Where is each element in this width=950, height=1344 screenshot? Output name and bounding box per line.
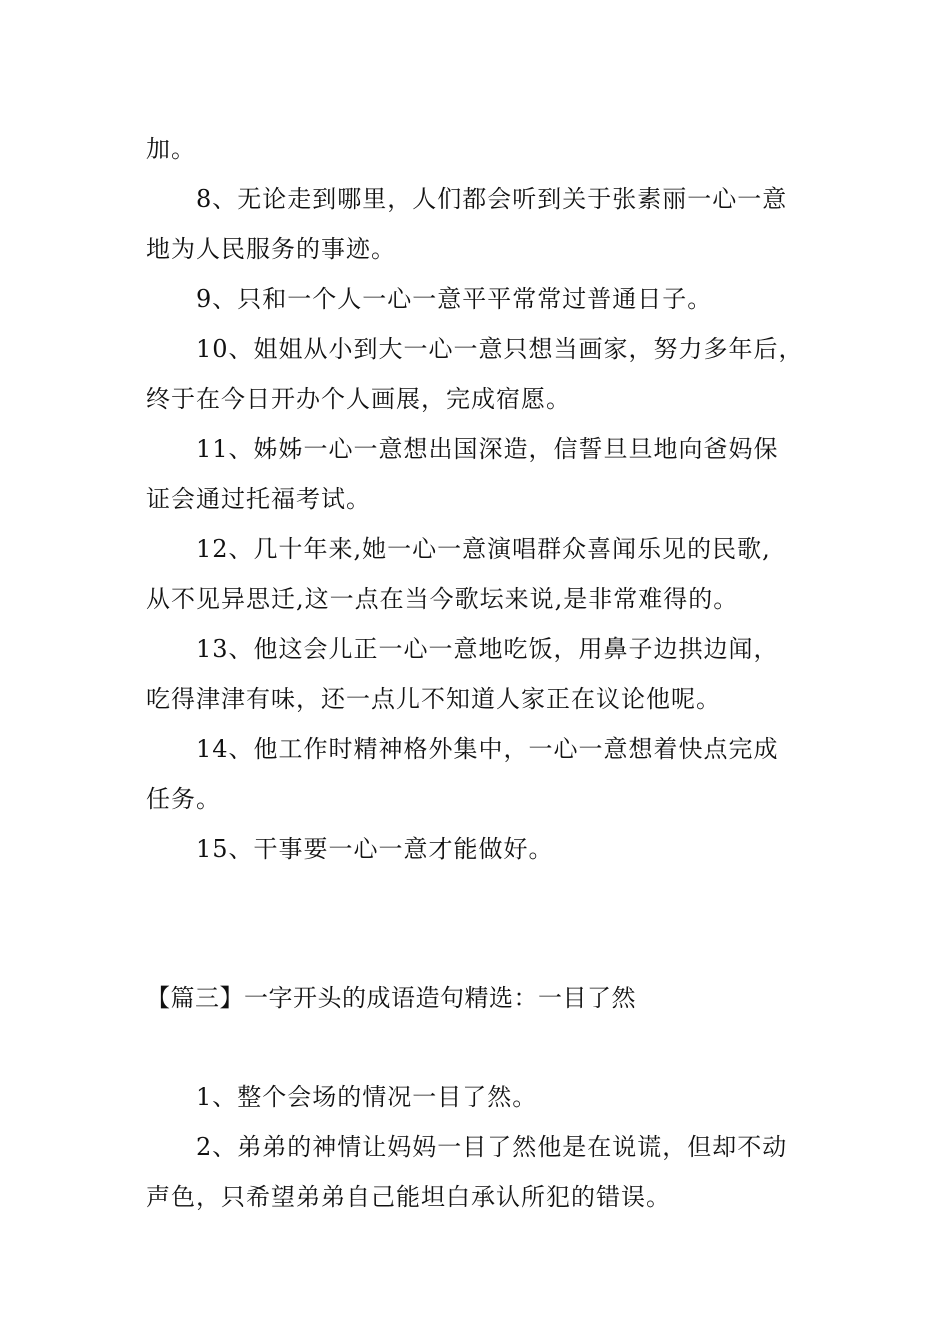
sentence-10-line-2: 终于在今日开办个人画展，完成宿愿。 (146, 385, 571, 413)
section-sentence-2-line-2: 声色，只希望弟弟自己能坦白承认所犯的错误。 (146, 1183, 671, 1211)
sentence-12-line-1: 12、几十年来,她一心一意演唱群众喜闻乐见的民歌, (196, 535, 771, 563)
sentence-14-line-1: 14、他工作时精神格外集中，一心一意想着快点完成 (196, 735, 779, 763)
sentence-12-line-2: 从不见异思迁,这一点在当今歌坛来说,是非常难得的。 (146, 585, 739, 613)
section-heading: 【篇三】一字开头的成语造句精选：一目了然 (146, 984, 636, 1012)
section-sentence-2-line-1: 2、弟弟的神情让妈妈一目了然他是在说谎，但却不动 (196, 1133, 788, 1161)
sentence-15: 15、干事要一心一意才能做好。 (196, 835, 554, 863)
sentence-11-line-1: 11、姊姊一心一意想出国深造，信誓旦旦地向爸妈保 (196, 435, 779, 463)
sentence-13-line-1: 13、他这会儿正一心一意地吃饭，用鼻子边拱边闻， (196, 635, 779, 663)
sentence-8-line-2: 地为人民服务的事迹。 (146, 235, 396, 263)
paragraph-line: 加。 (146, 135, 196, 163)
sentence-11-line-2: 证会通过托福考试。 (146, 485, 371, 513)
sentence-14-line-2: 任务。 (146, 785, 221, 813)
sentence-9: 9、只和一个人一心一意平平常常过普通日子。 (196, 285, 713, 313)
section-sentence-1: 1、整个会场的情况一目了然。 (196, 1083, 538, 1111)
sentence-8-line-1: 8、无论走到哪里，人们都会听到关于张素丽一心一意 (196, 185, 788, 213)
sentence-10-line-1: 10、姐姐从小到大一心一意只想当画家，努力多年后， (196, 335, 804, 363)
sentence-13-line-2: 吃得津津有味，还一点儿不知道人家正在议论他呢。 (146, 685, 721, 713)
